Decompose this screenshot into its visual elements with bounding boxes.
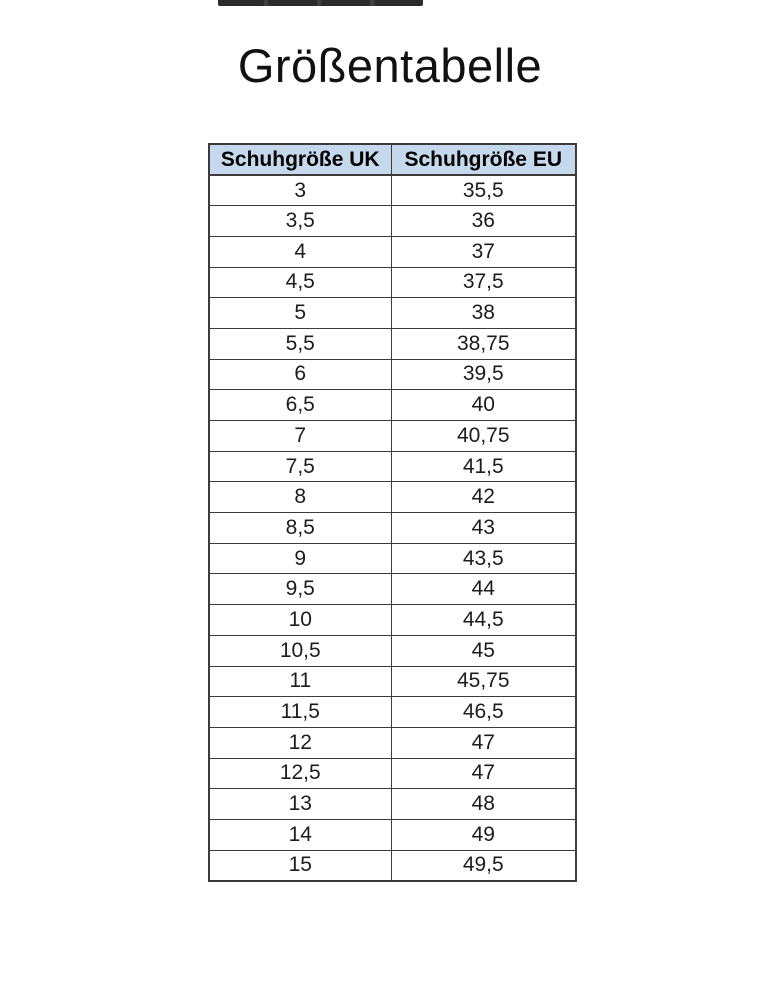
size-table-header xyxy=(209,144,576,175)
table-cell: 49,5 xyxy=(391,850,576,881)
table-cell: 36 xyxy=(391,206,576,237)
table-cell: 4 xyxy=(209,236,391,267)
table-cell: 40 xyxy=(391,390,576,421)
table-cell: 7,5 xyxy=(209,451,391,482)
table-row xyxy=(209,697,576,728)
table-row xyxy=(209,850,576,881)
table-row xyxy=(209,727,576,758)
table-cell: 45,75 xyxy=(391,666,576,697)
table-cell: 37 xyxy=(391,236,576,267)
table-cell: 3,5 xyxy=(209,206,391,237)
table-row xyxy=(209,298,576,329)
table-cell: 43,5 xyxy=(391,543,576,574)
redacted-text-bar xyxy=(218,0,423,6)
table-cell: 5,5 xyxy=(209,328,391,359)
table-row xyxy=(209,789,576,820)
table-row xyxy=(209,267,576,298)
table-cell: 9,5 xyxy=(209,574,391,605)
table-row xyxy=(209,328,576,359)
table-cell: 9 xyxy=(209,543,391,574)
table-cell: 49 xyxy=(391,819,576,850)
table-row xyxy=(209,758,576,789)
table-cell: 44 xyxy=(391,574,576,605)
table-row xyxy=(209,482,576,513)
table-row xyxy=(209,543,576,574)
table-row xyxy=(209,666,576,697)
table-cell: 6 xyxy=(209,359,391,390)
table-cell: 12,5 xyxy=(209,758,391,789)
table-cell: 11 xyxy=(209,666,391,697)
table-cell: 13 xyxy=(209,789,391,820)
table-cell: 48 xyxy=(391,789,576,820)
table-cell: 47 xyxy=(391,758,576,789)
header-cell-uk: Schuhgröße UK xyxy=(209,144,391,175)
header-row xyxy=(209,144,576,175)
table-row xyxy=(209,451,576,482)
header-cell-eu: Schuhgröße EU xyxy=(391,144,576,175)
table-cell: 41,5 xyxy=(391,451,576,482)
table-cell: 15 xyxy=(209,850,391,881)
table-cell: 35,5 xyxy=(391,175,576,206)
table-cell: 42 xyxy=(391,482,576,513)
size-table-container xyxy=(208,143,577,882)
table-row xyxy=(209,513,576,544)
table-cell: 10,5 xyxy=(209,635,391,666)
table-cell: 43 xyxy=(391,513,576,544)
table-cell: 3 xyxy=(209,175,391,206)
size-table-body xyxy=(209,175,576,881)
table-row xyxy=(209,605,576,636)
table-row xyxy=(209,236,576,267)
size-table xyxy=(208,143,577,882)
table-cell: 40,75 xyxy=(391,421,576,452)
page-title: Größentabelle xyxy=(237,39,543,92)
table-row xyxy=(209,574,576,605)
table-cell: 37,5 xyxy=(391,267,576,298)
table-cell: 44,5 xyxy=(391,605,576,636)
table-row xyxy=(209,421,576,452)
table-row xyxy=(209,819,576,850)
table-cell: 12 xyxy=(209,727,391,758)
table-row xyxy=(209,390,576,421)
table-cell: 47 xyxy=(391,727,576,758)
table-cell: 38 xyxy=(391,298,576,329)
table-row xyxy=(209,175,576,206)
table-row xyxy=(209,635,576,666)
table-cell: 8,5 xyxy=(209,513,391,544)
table-cell: 46,5 xyxy=(391,697,576,728)
table-cell: 11,5 xyxy=(209,697,391,728)
table-cell: 8 xyxy=(209,482,391,513)
table-cell: 10 xyxy=(209,605,391,636)
table-cell: 38,75 xyxy=(391,328,576,359)
table-cell: 6,5 xyxy=(209,390,391,421)
table-cell: 4,5 xyxy=(209,267,391,298)
table-row xyxy=(209,359,576,390)
table-cell: 39,5 xyxy=(391,359,576,390)
table-cell: 5 xyxy=(209,298,391,329)
table-row xyxy=(209,206,576,237)
table-cell: 14 xyxy=(209,819,391,850)
table-cell: 7 xyxy=(209,421,391,452)
table-cell: 45 xyxy=(391,635,576,666)
